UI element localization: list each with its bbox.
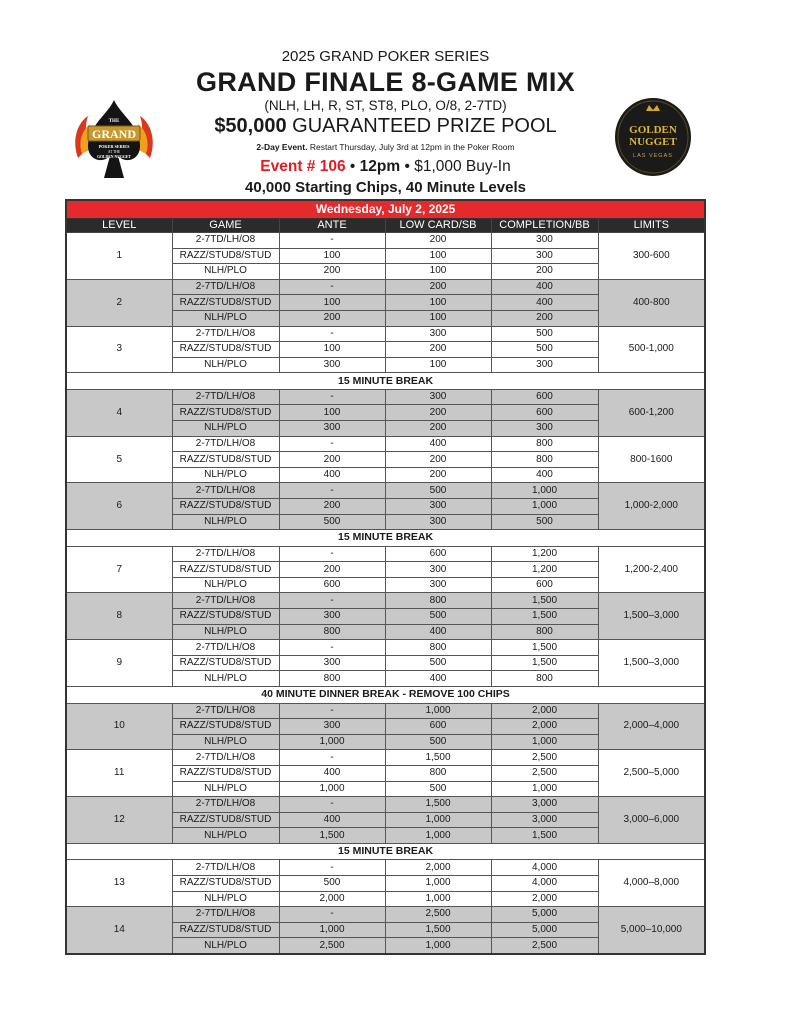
low-card-sb-cell: 1,000 — [385, 703, 491, 719]
game-cell: 2-7TD/LH/O8 — [172, 546, 279, 562]
ante-cell: - — [279, 703, 385, 719]
event-buyin: $1,000 Buy-In — [414, 158, 511, 175]
game-cell: 2-7TD/LH/O8 — [172, 483, 279, 499]
ante-cell: 300 — [279, 357, 385, 373]
level-number: 5 — [66, 436, 172, 483]
game-cell: RAZZ/STUD8/STUD — [172, 719, 279, 735]
ante-cell: 1,000 — [279, 781, 385, 797]
game-cell: RAZZ/STUD8/STUD — [172, 295, 279, 311]
completion-bb-cell: 1,000 — [491, 483, 598, 499]
low-card-sb-cell: 200 — [385, 342, 491, 358]
completion-bb-cell: 600 — [491, 389, 598, 405]
ante-cell: - — [279, 750, 385, 766]
ante-cell: 300 — [279, 609, 385, 625]
col-level: LEVEL — [66, 219, 172, 233]
game-cell: 2-7TD/LH/O8 — [172, 797, 279, 813]
completion-bb-cell: 1,000 — [491, 734, 598, 750]
ante-cell: - — [279, 546, 385, 562]
col-limits: LIMITS — [598, 219, 705, 233]
break-label: 15 MINUTE BREAK — [66, 530, 705, 547]
bullet: • — [349, 158, 356, 175]
game-cell: 2-7TD/LH/O8 — [172, 640, 279, 656]
break-label: 15 MINUTE BREAK — [66, 843, 705, 860]
completion-bb-cell: 300 — [491, 233, 598, 249]
level-number: 11 — [66, 750, 172, 797]
low-card-sb-cell: 100 — [385, 357, 491, 373]
low-card-sb-cell: 500 — [385, 609, 491, 625]
event-number: Event # 106 — [260, 158, 346, 175]
low-card-sb-cell: 200 — [385, 467, 491, 483]
game-cell: NLH/PLO — [172, 310, 279, 326]
note-bold: 2-Day Event. — [256, 142, 308, 152]
completion-bb-cell: 400 — [491, 295, 598, 311]
low-card-sb-cell: 600 — [385, 719, 491, 735]
level-number: 6 — [66, 483, 172, 530]
ante-cell: 200 — [279, 499, 385, 515]
level-14-row — [66, 907, 705, 923]
completion-bb-cell: 2,500 — [491, 938, 598, 954]
col-low-card-sb: LOW CARD/SB — [385, 219, 491, 233]
completion-bb-cell: 1,200 — [491, 546, 598, 562]
ante-cell: 2,500 — [279, 938, 385, 954]
svg-text:GRAND: GRAND — [92, 127, 136, 141]
ante-cell: - — [279, 860, 385, 876]
completion-bb-cell: 2,500 — [491, 765, 598, 781]
col-ante: ANTE — [279, 219, 385, 233]
low-card-sb-cell: 500 — [385, 483, 491, 499]
svg-text:NUGGET: NUGGET — [629, 136, 677, 148]
low-card-sb-cell: 500 — [385, 734, 491, 750]
col-completion-bb: COMPLETION/BB — [491, 219, 598, 233]
completion-bb-cell: 2,000 — [491, 703, 598, 719]
level-number: 7 — [66, 546, 172, 593]
completion-bb-cell: 300 — [491, 248, 598, 264]
level-number: 12 — [66, 797, 172, 844]
limits-cell: 400-800 — [598, 279, 705, 326]
game-cell: 2-7TD/LH/O8 — [172, 389, 279, 405]
game-cell: RAZZ/STUD8/STUD — [172, 765, 279, 781]
game-cell: RAZZ/STUD8/STUD — [172, 875, 279, 891]
completion-bb-cell: 200 — [491, 264, 598, 280]
low-card-sb-cell: 2,500 — [385, 907, 491, 923]
low-card-sb-cell: 100 — [385, 248, 491, 264]
level-number: 4 — [66, 389, 172, 436]
completion-bb-cell: 800 — [491, 671, 598, 687]
low-card-sb-cell: 300 — [385, 562, 491, 578]
game-cell: RAZZ/STUD8/STUD — [172, 922, 279, 938]
game-cell: RAZZ/STUD8/STUD — [172, 499, 279, 515]
ante-cell: 500 — [279, 875, 385, 891]
low-card-sb-cell: 1,000 — [385, 828, 491, 844]
game-cell: NLH/PLO — [172, 514, 279, 530]
low-card-sb-cell: 800 — [385, 765, 491, 781]
level-4-row — [66, 389, 705, 405]
completion-bb-cell: 500 — [491, 342, 598, 358]
low-card-sb-cell: 400 — [385, 671, 491, 687]
low-card-sb-cell: 500 — [385, 655, 491, 671]
completion-bb-cell: 3,000 — [491, 797, 598, 813]
low-card-sb-cell: 300 — [385, 389, 491, 405]
completion-bb-cell: 4,000 — [491, 875, 598, 891]
svg-text:POKER SERIES: POKER SERIES — [98, 144, 130, 149]
ante-cell: 1,000 — [279, 922, 385, 938]
completion-bb-cell: 1,500 — [491, 640, 598, 656]
svg-text:THE: THE — [108, 119, 120, 124]
svg-text:LAS VEGAS: LAS VEGAS — [633, 153, 673, 159]
low-card-sb-cell: 300 — [385, 499, 491, 515]
low-card-sb-cell: 1,000 — [385, 812, 491, 828]
ante-cell: 100 — [279, 342, 385, 358]
completion-bb-cell: 600 — [491, 577, 598, 593]
low-card-sb-cell: 1,000 — [385, 938, 491, 954]
level-number: 14 — [66, 907, 172, 954]
level-number: 2 — [66, 279, 172, 326]
game-cell: NLH/PLO — [172, 357, 279, 373]
completion-bb-cell: 600 — [491, 405, 598, 421]
ante-cell: 100 — [279, 248, 385, 264]
level-9-row — [66, 640, 705, 656]
break-label: 40 MINUTE DINNER BREAK - REMOVE 100 CHIPS — [66, 687, 705, 704]
level-7-row — [66, 546, 705, 562]
game-cell: RAZZ/STUD8/STUD — [172, 609, 279, 625]
break-row — [66, 530, 705, 547]
completion-bb-cell: 1,500 — [491, 828, 598, 844]
level-number: 1 — [66, 233, 172, 280]
golden-nugget-logo — [614, 97, 692, 177]
ante-cell: 300 — [279, 655, 385, 671]
low-card-sb-cell: 1,500 — [385, 922, 491, 938]
completion-bb-cell: 5,000 — [491, 907, 598, 923]
game-cell: RAZZ/STUD8/STUD — [172, 562, 279, 578]
limits-cell: 600-1,200 — [598, 389, 705, 436]
limits-cell: 500-1,000 — [598, 326, 705, 373]
ante-cell: - — [279, 797, 385, 813]
series-name: 2025 GRAND POKER SERIES — [281, 48, 490, 65]
completion-bb-cell: 800 — [491, 452, 598, 468]
break-row — [66, 373, 705, 390]
completion-bb-cell: 1,200 — [491, 562, 598, 578]
ante-cell: - — [279, 326, 385, 342]
game-cell: NLH/PLO — [172, 938, 279, 954]
low-card-sb-cell: 400 — [385, 436, 491, 452]
ante-cell: - — [279, 593, 385, 609]
prize-amount: $50,000 — [214, 115, 287, 137]
ante-cell: 800 — [279, 624, 385, 640]
level-6-row — [66, 483, 705, 499]
limits-cell: 1,000-2,000 — [598, 483, 705, 530]
game-cell: 2-7TD/LH/O8 — [172, 703, 279, 719]
completion-bb-cell: 2,000 — [491, 719, 598, 735]
completion-bb-cell: 1,500 — [491, 593, 598, 609]
ante-cell: - — [279, 279, 385, 295]
low-card-sb-cell: 2,000 — [385, 860, 491, 876]
low-card-sb-cell: 1,500 — [385, 750, 491, 766]
completion-bb-cell: 500 — [491, 514, 598, 530]
level-13-row — [66, 860, 705, 876]
event-date: Wednesday, July 2, 2025 — [66, 200, 705, 219]
low-card-sb-cell: 100 — [385, 264, 491, 280]
ante-cell: 2,000 — [279, 891, 385, 907]
low-card-sb-cell: 200 — [385, 421, 491, 437]
completion-bb-cell: 500 — [491, 326, 598, 342]
limits-cell: 300-600 — [598, 233, 705, 280]
game-cell: NLH/PLO — [172, 828, 279, 844]
low-card-sb-cell: 200 — [385, 233, 491, 249]
limits-cell: 1,500–3,000 — [598, 640, 705, 687]
note-text: Restart Thursday, July 3rd at 12pm in the Poker Room — [309, 142, 515, 152]
completion-bb-cell: 3,000 — [491, 812, 598, 828]
ante-cell: 300 — [279, 719, 385, 735]
completion-bb-cell: 300 — [491, 421, 598, 437]
ante-cell: 200 — [279, 562, 385, 578]
low-card-sb-cell: 300 — [385, 326, 491, 342]
ante-cell: 600 — [279, 577, 385, 593]
level-number: 9 — [66, 640, 172, 687]
low-card-sb-cell: 600 — [385, 546, 491, 562]
level-8-row — [66, 593, 705, 609]
level-number: 8 — [66, 593, 172, 640]
ante-cell: - — [279, 389, 385, 405]
ante-cell: 200 — [279, 452, 385, 468]
completion-bb-cell: 1,000 — [491, 781, 598, 797]
completion-bb-cell: 1,000 — [491, 499, 598, 515]
game-cell: 2-7TD/LH/O8 — [172, 279, 279, 295]
game-cell: RAZZ/STUD8/STUD — [172, 342, 279, 358]
ante-cell: 400 — [279, 467, 385, 483]
game-cell: 2-7TD/LH/O8 — [172, 860, 279, 876]
low-card-sb-cell: 200 — [385, 452, 491, 468]
ante-cell: - — [279, 233, 385, 249]
limits-cell: 1,500–3,000 — [598, 593, 705, 640]
ante-cell: 300 — [279, 421, 385, 437]
game-cell: 2-7TD/LH/O8 — [172, 233, 279, 249]
game-cell: NLH/PLO — [172, 624, 279, 640]
game-cell: 2-7TD/LH/O8 — [172, 907, 279, 923]
limits-cell: 5,000–10,000 — [598, 907, 705, 954]
completion-bb-cell: 400 — [491, 467, 598, 483]
game-cell: NLH/PLO — [172, 891, 279, 907]
ante-cell: 400 — [279, 812, 385, 828]
completion-bb-cell: 1,500 — [491, 609, 598, 625]
limits-cell: 4,000–8,000 — [598, 860, 705, 907]
game-cell: RAZZ/STUD8/STUD — [172, 655, 279, 671]
low-card-sb-cell: 800 — [385, 593, 491, 609]
completion-bb-cell: 4,000 — [491, 860, 598, 876]
ante-cell: 500 — [279, 514, 385, 530]
low-card-sb-cell: 100 — [385, 295, 491, 311]
ante-cell: 400 — [279, 765, 385, 781]
limits-cell: 2,000–4,000 — [598, 703, 705, 750]
game-cell: NLH/PLO — [172, 467, 279, 483]
ante-cell: - — [279, 640, 385, 656]
completion-bb-cell: 5,000 — [491, 922, 598, 938]
low-card-sb-cell: 1,000 — [385, 891, 491, 907]
low-card-sb-cell: 300 — [385, 514, 491, 530]
game-cell: NLH/PLO — [172, 577, 279, 593]
break-row — [66, 843, 705, 860]
game-cell: RAZZ/STUD8/STUD — [172, 452, 279, 468]
ante-cell: - — [279, 436, 385, 452]
low-card-sb-cell: 800 — [385, 640, 491, 656]
game-cell: 2-7TD/LH/O8 — [172, 593, 279, 609]
ante-cell: - — [279, 483, 385, 499]
low-card-sb-cell: 200 — [385, 279, 491, 295]
low-card-sb-cell: 500 — [385, 781, 491, 797]
col-game: GAME — [172, 219, 279, 233]
limits-cell: 2,500–5,000 — [598, 750, 705, 797]
completion-bb-cell: 800 — [491, 436, 598, 452]
game-cell: 2-7TD/LH/O8 — [172, 326, 279, 342]
level-1-row — [66, 233, 705, 249]
completion-bb-cell: 2,000 — [491, 891, 598, 907]
event-time: 12pm — [359, 158, 401, 175]
games-list: (NLH, LH, R, ST, ST8, PLO, O/8, 2-7TD) — [264, 98, 507, 113]
ante-cell: 1,500 — [279, 828, 385, 844]
level-3-row — [66, 326, 705, 342]
low-card-sb-cell: 300 — [385, 577, 491, 593]
svg-text:GOLDEN NUGGET: GOLDEN NUGGET — [97, 155, 131, 159]
low-card-sb-cell: 100 — [385, 310, 491, 326]
grand-poker-series-logo — [70, 98, 158, 184]
game-cell: NLH/PLO — [172, 734, 279, 750]
completion-bb-cell: 1,500 — [491, 655, 598, 671]
game-cell: NLH/PLO — [172, 781, 279, 797]
level-number: 10 — [66, 703, 172, 750]
level-2-row — [66, 279, 705, 295]
blind-structure-table — [65, 199, 706, 955]
completion-bb-cell: 800 — [491, 624, 598, 640]
low-card-sb-cell: 1,500 — [385, 797, 491, 813]
game-cell: NLH/PLO — [172, 264, 279, 280]
game-cell: 2-7TD/LH/O8 — [172, 750, 279, 766]
low-card-sb-cell: 200 — [385, 405, 491, 421]
ante-cell: 200 — [279, 310, 385, 326]
ante-cell: 800 — [279, 671, 385, 687]
page-title: GRAND FINALE 8-GAME MIX — [196, 67, 575, 97]
limits-cell: 3,000–6,000 — [598, 797, 705, 844]
break-label: 15 MINUTE BREAK — [66, 373, 705, 390]
prize-text: GUARANTEED PRIZE POOL — [292, 115, 557, 137]
completion-bb-cell: 200 — [491, 310, 598, 326]
svg-text:AT THE: AT THE — [107, 150, 121, 154]
svg-text:GOLDEN: GOLDEN — [629, 124, 677, 136]
level-12-row — [66, 797, 705, 813]
starting-chips: 40,000 Starting Chips, 40 Minute Levels — [245, 179, 526, 196]
completion-bb-cell: 300 — [491, 357, 598, 373]
level-10-row — [66, 703, 705, 719]
level-number: 13 — [66, 860, 172, 907]
level-5-row — [66, 436, 705, 452]
game-cell: NLH/PLO — [172, 421, 279, 437]
game-cell: 2-7TD/LH/O8 — [172, 436, 279, 452]
game-cell: NLH/PLO — [172, 671, 279, 687]
game-cell: RAZZ/STUD8/STUD — [172, 248, 279, 264]
limits-cell: 800-1600 — [598, 436, 705, 483]
game-cell: RAZZ/STUD8/STUD — [172, 812, 279, 828]
low-card-sb-cell: 1,000 — [385, 875, 491, 891]
ante-cell: 100 — [279, 295, 385, 311]
completion-bb-cell: 400 — [491, 279, 598, 295]
completion-bb-cell: 2,500 — [491, 750, 598, 766]
game-cell: RAZZ/STUD8/STUD — [172, 405, 279, 421]
low-card-sb-cell: 400 — [385, 624, 491, 640]
ante-cell: - — [279, 907, 385, 923]
break-row — [66, 687, 705, 704]
ante-cell: 1,000 — [279, 734, 385, 750]
level-number: 3 — [66, 326, 172, 373]
level-11-row — [66, 750, 705, 766]
ante-cell: 100 — [279, 405, 385, 421]
limits-cell: 1,200-2,400 — [598, 546, 705, 593]
ante-cell: 200 — [279, 264, 385, 280]
bullet: • — [404, 158, 410, 175]
